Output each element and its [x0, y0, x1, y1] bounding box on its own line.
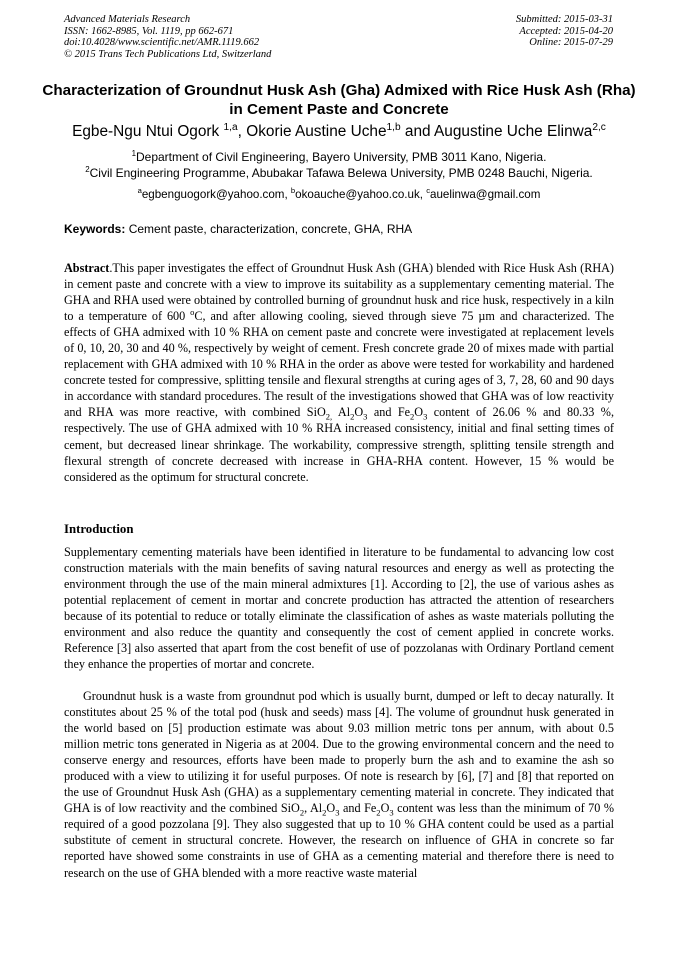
- submission-dates-header: [516, 14, 613, 49]
- abstract-text-6: O: [414, 405, 424, 420]
- email-c-marker: c: [426, 186, 431, 196]
- intro-p2-text-5: O: [380, 801, 390, 816]
- abstract-text-3: Al: [332, 405, 351, 420]
- abstract-text-1: .This paper investigates the effect of Groundnut Husk Ash (GHA) blended with Rice Husk Ash (RHA) in cement paste and concrete with a view to improve its suitability as a supplementary cementing material. The GHA and RHA used were obtained by controlled burning of groundnut husk and rice husk, respectively in a kiln to a temperature of 600: [64, 261, 614, 324]
- sub: 2: [322, 807, 327, 818]
- sub: 2: [376, 807, 381, 818]
- author-1: Egbe-Ngu Ntui Ogork: [72, 123, 220, 140]
- author-2-affil: 1,b: [386, 121, 401, 133]
- sub: 2,: [325, 411, 333, 422]
- affiliation-1-marker: 1: [131, 149, 136, 158]
- doi-line[interactable]: doi:10.4028/www.scientific.net/AMR.1119.662: [64, 37, 260, 48]
- keywords-text: Cement paste, characterization, concrete, GHA, RHA: [128, 222, 413, 236]
- abstract-text-2: C, and after allowing cooling, sieved through sieve 75 µm and characterized. The effects of GHA admixed with 10 % RHA on cement paste and concrete were investigated at replacement levels of 0, 10, 20, 30 and 40 %, respectively by weight of cement. Fresh concrete grade 20 of mixes made with partial replacement with GHA admixed with 10 % RHA in the order as above were tested for workability and hardened concrete tested for compressive, splitting tensile and flexural strengths at curing ages of 3, 7, 28, 60 and 90 days in accordance with standard procedures. The result of the investigations showed that GHA was of low reactivity and RHA was more reactive, with combined SiO: [64, 309, 614, 420]
- sub: 3: [363, 411, 368, 422]
- intro-p2-text-3: O: [326, 801, 336, 816]
- affiliation-1-text: Department of Civil Engineering, Bayero University, PMB 3011 Kano, Nigeria.: [135, 150, 547, 164]
- issn-line: ISSN: 1662-8985, Vol. 1119, pp 662-671: [64, 25, 234, 37]
- sub: 3: [389, 807, 394, 818]
- sub: 2: [299, 807, 305, 818]
- abstract: [64, 260, 614, 485]
- accepted-date: Accepted: 2015-04-20: [519, 25, 613, 37]
- email-c[interactable]: auelinwa@gmail.com: [430, 188, 541, 201]
- email-b-marker: b: [290, 186, 296, 196]
- intro-p2-text-2: , Al: [304, 801, 323, 816]
- journal-info-header: [64, 14, 271, 60]
- introduction-paragraph-1: Supplementary cementing materials have been identified in literature to be fundamental to advancing low cost construction materials with the main benefits of saving natural resources and energy as well as protecting the environment through the use of the main mineral admixtures [1]. According to [2], the use of various ashes as potential replacement of cement in mortar and concrete production has attracted the attention of researchers because of its potential to reduce or totally eliminate the classification of ashes as waste materials polluting the environment and also reduce the quantity and consequently the cost of cement applied in concrete works. Reference [3] also asserted that apart from the cost benefit of use of pozzolanas with Ordinary Portland cement they enhance the properties of mortar and concrete.: [64, 545, 614, 672]
- keywords: [64, 222, 614, 236]
- email-a-marker: a: [137, 186, 142, 196]
- keywords-label: Keywords:: [64, 222, 126, 236]
- email-b[interactable]: okoauche@yahoo.co.uk,: [295, 188, 423, 201]
- submitted-date: Submitted: 2015-03-31: [515, 14, 613, 25]
- paper-title: Characterization of Groundnut Husk Ash (Gha) Admixed with Rice Husk Ash (Rha) in Cement Paste and Concrete: [42, 82, 636, 118]
- affiliation-2-marker: 2: [85, 165, 90, 174]
- author-emails: [20, 188, 658, 202]
- author-3: Augustine Uche Elinwa: [434, 123, 593, 140]
- journal-name: Advanced Materials Research: [64, 14, 191, 25]
- online-date: Online: 2015-07-29: [529, 37, 613, 48]
- introduction-heading: Introduction: [64, 522, 134, 536]
- abstract-text-5: and Fe: [367, 405, 411, 420]
- introduction-paragraph-2: [64, 688, 614, 881]
- author-list: Egbe-Ngu Ntui Ogork $^{1,a}$, Okorie Austine Uche$^{1,b}$ and Augustine Uche Elinwa$^{2,c}$: [72, 121, 606, 140]
- author-3-affil: 2,c: [592, 121, 606, 133]
- sub: 2: [350, 411, 355, 422]
- author-2: Okorie Austine Uche: [246, 123, 387, 140]
- author-connector: and: [404, 123, 431, 140]
- affiliation-2: [20, 166, 658, 180]
- abstract-label: Abstract: [64, 261, 110, 275]
- author-1-affil: 1,a: [223, 121, 238, 133]
- degree-sup: o: [190, 307, 195, 318]
- abstract-text-4: O: [354, 405, 364, 420]
- affiliation-1: [20, 150, 658, 164]
- abstract-text-7: content of 26.06 % and 80.33 %, respectively. The use of GHA admixed with 10 % RHA increased consistency, initial and final setting times of cement, but decreased linear shrinkage. The workability, compressive strength, splitting tensile strength and flexural strength of concrete decreased with increase in GHA-RHA content. However, 15 % would be considered as the optimum for structural concrete.: [64, 405, 614, 484]
- intro-p2-text-1: Groundnut husk is a waste from groundnut pod which is usually burnt, dumped or left to decay naturally. It constitutes about 25 % of the total pod (husk and seeds) mass [4]. The volume of groundnut husk generated in the world based on [5] production estimate was about 9.03 million metric tons per annum, with about 0.5 million metric tons generated in Nigeria as at 2004. Due to the growing environmental concern and the need to conserve energy and resources, efforts have been made to properly burn the ash and to examine the ash so produced with a view to utilizing it for useful purposes. Of note is research by [6], [7] and [8] that reported on the use of Groundnut Husk Ash (GHA) as a supplementary cementing material in concrete. They indicated that GHA is of low reactivity and the combined SiO: [64, 689, 614, 816]
- intro-p2-text-4: and Fe: [339, 801, 377, 816]
- copyright-line: © 2015 Trans Tech Publications Ltd, Switzerland: [64, 48, 272, 60]
- affiliation-2-text: Civil Engineering Programme, Abubakar Tafawa Belewa University, PMB 0248 Bauchi, Nigeria.: [89, 166, 593, 180]
- email-a[interactable]: egbenguogork@yahoo.com,: [141, 188, 288, 201]
- sub: 3: [423, 411, 428, 422]
- intro-p2-text-6: content was less than the minimum of 70 % required of a good pozzolana [9]. They also suggested that up to 10 % GHA content could be used as a partial substitute of cement in structural concrete. However, the research on influence of GHA in concrete so far reported have showed some constraints in use of GHA as a cementing material and therefore there is need to research on the use of GHA blended with a more reactive waste material: [64, 801, 615, 880]
- sub: 3: [335, 807, 340, 818]
- sub: 2: [410, 411, 415, 422]
